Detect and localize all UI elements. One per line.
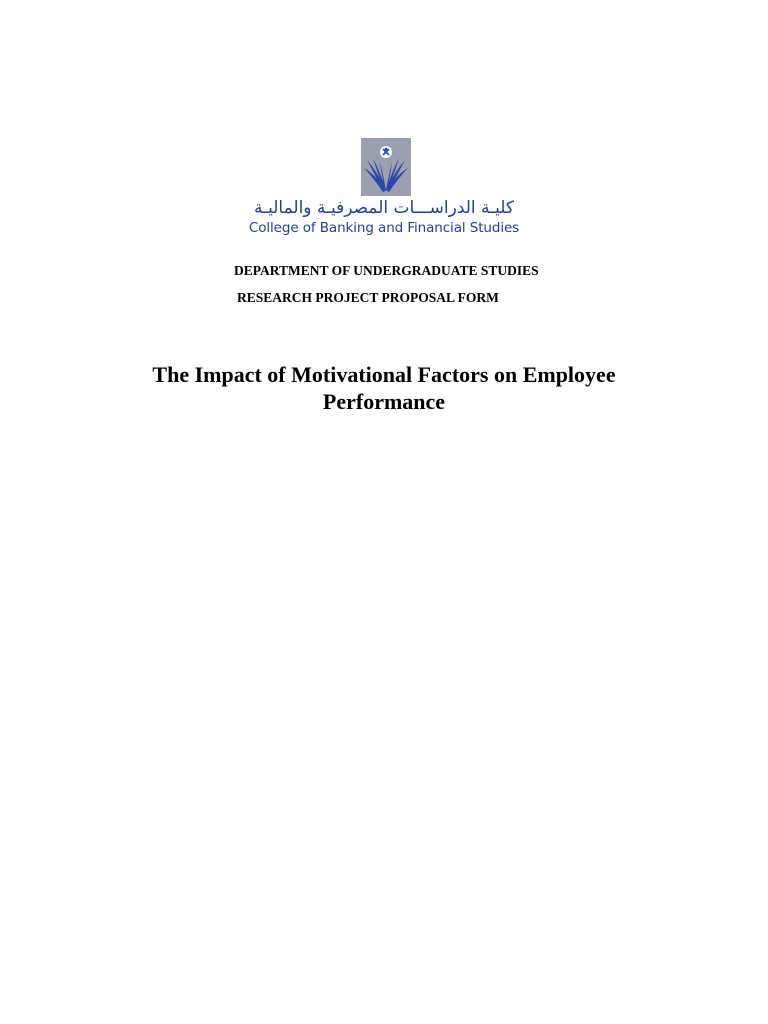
college-logo xyxy=(236,136,536,242)
document-title-line-2: Performance xyxy=(322,389,446,414)
college-name-arabic: كليـة الدراســـات المصرفيـة والماليـة xyxy=(253,198,514,218)
college-emblem-icon xyxy=(361,138,411,196)
document-title-line-1: The Impact of Motivational Factors on Employee xyxy=(152,362,616,387)
college-name-english: College of Banking and Financial Studies xyxy=(248,220,520,236)
department-heading: DEPARTMENT OF UNDERGRADUATE STUDIES xyxy=(234,263,539,278)
form-heading: RESEARCH PROJECT PROPOSAL FORM xyxy=(237,290,499,305)
document-title xyxy=(100,361,668,415)
